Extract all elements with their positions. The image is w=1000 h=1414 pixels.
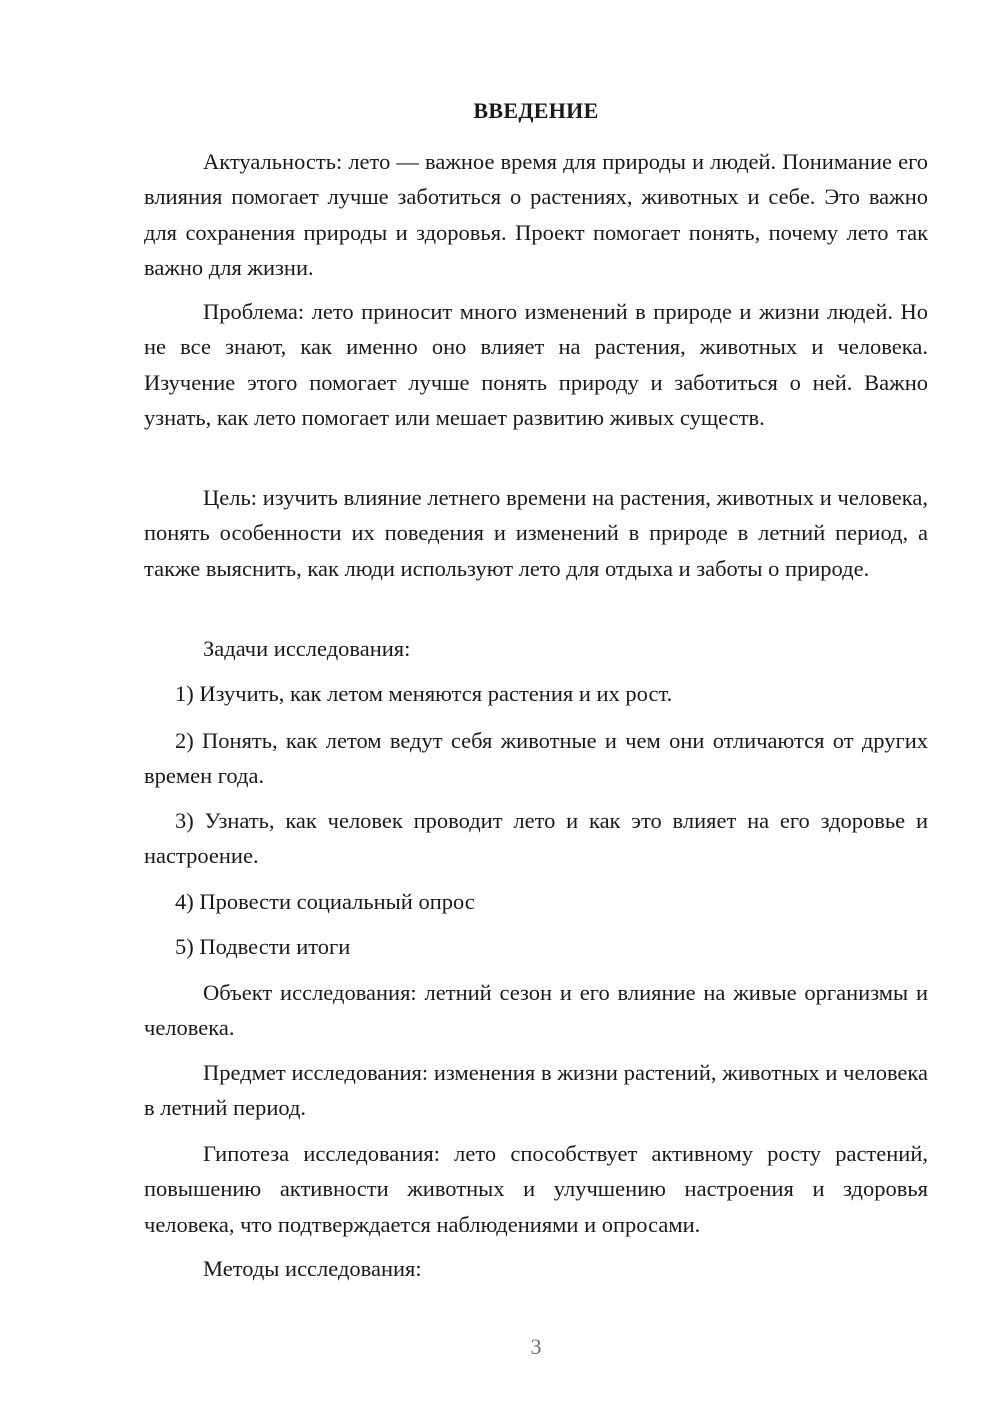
task-item-3: 3) Узнать, как человек проводит лето и как это влияет на его здоровье и настроение. [144, 808, 928, 869]
task-item-4: 4) Провести социальный опрос [175, 889, 475, 914]
paragraph-hypothesis: Гипотеза исследования: лето способствует активному росту растений, повышению активности животных и улучшению настроения и здоровья человека, что подтверждается наблюдениями и опросами. [144, 1141, 928, 1237]
paragraph-methods: Методы исследования: [203, 1256, 422, 1281]
paragraph-relevance: Актуальность: лето — важное время для природы и людей. Понимание его влияния помогает лучше заботиться о растениях, животных и себе. Это важно для сохранения природы и здоровья. Проект помогает понять, почему лето так важно для жизни. [144, 149, 928, 280]
section-heading: ВВЕДЕНИЕ [473, 98, 599, 123]
task-item-5: 5) Подвести итоги [175, 934, 351, 959]
task-item-1: 1) Изучить, как летом меняются растения и их рост. [175, 681, 673, 706]
document-page [144, 0, 928, 1414]
paragraph-problem: Проблема: лето приносит много изменений в природе и жизни людей. Но не все знают, как именно оно влияет на растения, животных и человека. Изучение этого помогает лучше понять природу и заботиться о ней. Важно узнать, как лето помогает или мешает развитию живых существ. [144, 299, 928, 430]
paragraph-goal: Цель: изучить влияние летнего времени на растения, животных и человека, понять особенности их поведения и изменений в природе в летний период, а также выяснить, как люди используют лето для отдыха и заботы о природе. [144, 485, 928, 581]
task-item-2: 2) Понять, как летом ведут себя животные и чем они отличаются от других времен года. [144, 728, 928, 789]
paragraph-tasks-heading: Задачи исследования: [203, 636, 411, 661]
page-number: 3 [530, 1334, 542, 1359]
paragraph-subject: Предмет исследования: изменения в жизни растений, животных и человека в летний период. [144, 1060, 928, 1121]
paragraph-object: Объект исследования: летний сезон и его влияние на живые организмы и человека. [144, 980, 928, 1041]
